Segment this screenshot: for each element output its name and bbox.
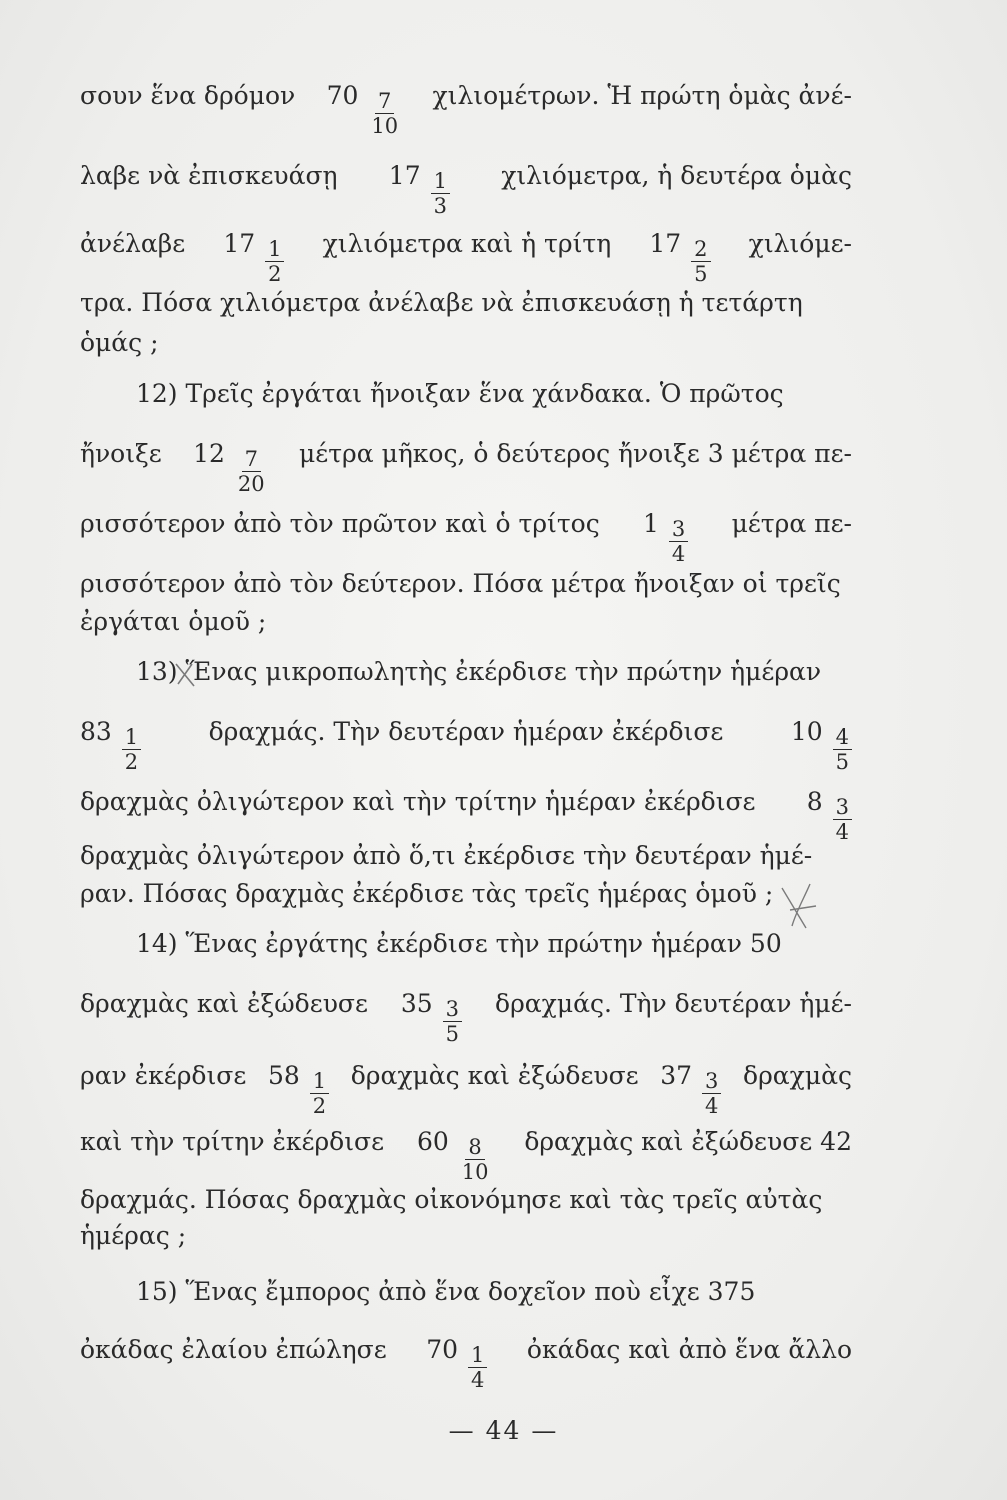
- whole-part: 10: [790, 717, 823, 746]
- mixed-number: [193, 438, 268, 496]
- text-segment: τρα. Πόσα χιλιόμετρα ἀνέλαβε νὰ ἐπισκευάσῃ ἡ τετάρτη: [80, 288, 803, 317]
- text-line-19: [80, 1126, 852, 1184]
- problem-14-start: [80, 928, 852, 960]
- text-line-20: [80, 1184, 852, 1216]
- mixed-number: [416, 1126, 492, 1184]
- text-line-7: [80, 438, 852, 496]
- text-line-17: [80, 988, 852, 1046]
- denominator: 10: [461, 1160, 489, 1184]
- problem-12-start: [80, 378, 852, 410]
- mixed-number: [426, 1334, 487, 1392]
- denominator: 4: [470, 1368, 485, 1392]
- text-segment: 14) Ἕνας ἐργάτης ἐκέρδισε τὴν πρώτην ἡμέραν 50: [136, 929, 782, 958]
- text-segment: 12) Τρεῖς ἐργάται ἤνοιξαν ἕνα χάνδακα. Ὁ πρῶτος: [136, 379, 784, 408]
- fraction: [833, 795, 852, 844]
- text-segment: ρισσότερον ἀπὸ τὸν πρῶτον καὶ ὁ τρίτος: [80, 509, 600, 538]
- fraction: [669, 517, 688, 566]
- text-segment: μέτρα πε-: [731, 509, 852, 538]
- text-segment: χιλιόμετρα, ἡ δευτέρα ὁμὰς: [501, 161, 852, 190]
- mixed-number: [660, 1060, 721, 1118]
- mixed-number: [643, 508, 688, 566]
- numerator: 3: [443, 997, 462, 1022]
- numerator: 1: [468, 1343, 487, 1368]
- denominator: 5: [694, 262, 708, 286]
- denominator: 4: [705, 1094, 719, 1118]
- text-segment: σουν ἕνα δρόμον: [80, 81, 296, 110]
- text-segment: μέτρα μῆκος, ὁ δεύτερος ἤνοιξε 3 μέτρα πε-: [299, 439, 852, 468]
- fraction: [691, 237, 710, 286]
- whole-part: 12: [193, 439, 225, 468]
- whole-part: 37: [660, 1061, 693, 1090]
- text-line-14: [80, 840, 852, 872]
- text-segment: δραχμὰς: [743, 1061, 852, 1090]
- pencil-x-mark-icon: [776, 880, 822, 932]
- text-segment: δραχμὰς καὶ ἐξώδευσε: [80, 989, 368, 1018]
- text-line-9: [80, 568, 852, 600]
- fraction: [265, 237, 284, 286]
- numerator: 1: [310, 1069, 329, 1094]
- mixed-number: [400, 988, 462, 1046]
- denominator: 10: [371, 114, 399, 138]
- text-line-13: [80, 786, 852, 844]
- whole-part: 60: [416, 1127, 449, 1156]
- numerator: 4: [833, 725, 852, 750]
- text-segment: δραχμάς. Πόσας δραχμὰς οἰκονόμησε καὶ τὰς τρεῖς αὐτὰς: [80, 1185, 823, 1214]
- text-segment: ραν ἐκέρδισε: [80, 1061, 247, 1090]
- whole-part: 58: [267, 1061, 300, 1090]
- mixed-number: [80, 716, 141, 774]
- fraction: [368, 89, 401, 138]
- numerator: 1: [122, 725, 141, 750]
- text-segment: καὶ τὴν τρίτην ἐκέρδισε: [80, 1127, 385, 1156]
- denominator: 5: [835, 750, 849, 774]
- whole-part: 70: [426, 1335, 459, 1364]
- denominator: 2: [268, 262, 282, 286]
- denominator: 2: [124, 750, 139, 774]
- text-segment: ἤνοιξε: [80, 439, 162, 468]
- denominator: 4: [835, 820, 849, 844]
- denominator: 20: [237, 472, 265, 496]
- fraction: [431, 169, 450, 218]
- text-line-18: [80, 1060, 852, 1118]
- numerator: 3: [702, 1069, 721, 1094]
- text-line-23: [80, 1334, 852, 1392]
- numerator: 3: [833, 795, 852, 820]
- numerator: 7: [375, 89, 394, 114]
- whole-part: 83: [80, 717, 112, 746]
- text-segment: ρισσότερον ἀπὸ τὸν δεύτερον. Πόσα μέτρα ἤνοιξαν οἱ τρεῖς: [80, 569, 841, 598]
- text-segment: ὀκάδας καὶ ἀπὸ ἕνα ἄλλο: [526, 1335, 852, 1364]
- whole-part: 70: [326, 81, 359, 110]
- text-segment: δραχμάς. Τὴν δευτέραν ἡμέραν ἐκέρδισε: [208, 717, 724, 746]
- whole-part: 1: [643, 509, 659, 538]
- text-segment: δραχμὰς καὶ ἐξώδευσε: [350, 1061, 639, 1090]
- numerator: 1: [265, 237, 284, 262]
- text-segment: 13) Ἕνας μικροπωλητὴς ἐκέρδισε τὴν πρώτην ἡμέραν: [136, 657, 822, 686]
- whole-part: 8: [806, 787, 823, 816]
- fraction: [833, 725, 852, 774]
- page-number: — 44 —: [448, 1416, 559, 1445]
- numerator: 1: [431, 169, 450, 194]
- fraction: [310, 1069, 329, 1118]
- text-segment: χιλιόμε-: [748, 229, 852, 258]
- denominator: 4: [671, 542, 686, 566]
- text-segment: δραχμάς. Τὴν δευτέραν ἡμέ-: [495, 989, 852, 1018]
- text-line-21: [80, 1220, 852, 1252]
- text-segment: λαβε νὰ ἐπισκευάσῃ: [80, 161, 338, 190]
- pencil-x-mark-icon: [172, 660, 198, 690]
- text-segment: χιλιομέτρων. Ἡ πρώτη ὁμὰς ἀνέ-: [432, 81, 852, 110]
- fraction: [235, 447, 268, 496]
- text-segment: ραν. Πόσας δραχμὰς ἐκέρδισε τὰς τρεῖς ἡμέρας ὁμοῦ ;: [80, 879, 774, 908]
- text-segment: δραχμὰς καὶ ἐξώδευσε 42: [524, 1127, 852, 1156]
- fraction: [702, 1069, 721, 1118]
- whole-part: 35: [400, 989, 433, 1018]
- text-line-4: [80, 287, 852, 319]
- text-segment: ὀκάδας ἐλαίου ἐπώλησε: [80, 1335, 387, 1364]
- text-segment: ἀνέλαβε: [80, 229, 186, 258]
- text-segment: ἡμέρας ;: [80, 1221, 187, 1250]
- problem-15-start: [80, 1276, 852, 1308]
- text-segment: χιλιόμετρα καὶ ἡ τρίτη: [322, 229, 612, 258]
- denominator: 2: [312, 1094, 327, 1118]
- text-line-10: [80, 606, 852, 638]
- whole-part: 17: [649, 229, 682, 258]
- numerator: 8: [465, 1135, 484, 1160]
- mixed-number: [267, 1060, 329, 1118]
- mixed-number: [790, 716, 852, 774]
- mixed-number: [649, 228, 710, 286]
- numerator: 2: [691, 237, 710, 262]
- text-segment: 15) Ἕνας ἔμπορος ἀπὸ ἕνα δοχεῖον ποὺ εἶχε 375: [136, 1277, 756, 1306]
- numerator: 7: [242, 447, 261, 472]
- whole-part: 17: [223, 229, 256, 258]
- mixed-number: [223, 228, 284, 286]
- text-segment: δραχμὰς ὀλιγώτερον καὶ τὴν τρίτην ἡμέραν ἐκέρδισε: [80, 787, 756, 816]
- text-segment: ἐργάται ὁμοῦ ;: [80, 607, 267, 636]
- denominator: 5: [445, 1022, 460, 1046]
- fraction: [468, 1343, 487, 1392]
- text-line-8: [80, 508, 852, 566]
- mixed-number: [806, 786, 852, 844]
- whole-part: 17: [388, 161, 421, 190]
- text-line-3: [80, 228, 852, 286]
- text-line-1: [80, 80, 852, 138]
- text-segment: ὁμάς ;: [80, 328, 159, 357]
- text-line-5: [80, 327, 852, 359]
- numerator: 3: [669, 517, 688, 542]
- denominator: 3: [433, 194, 447, 218]
- text-line-2: [80, 160, 852, 218]
- fraction: [122, 725, 141, 774]
- mixed-number: [388, 160, 450, 218]
- text-segment: δραχμὰς ὀλιγώτερον ἀπὸ ὅ,τι ἐκέρδισε τὴν δευτέραν ἡμέ-: [80, 841, 813, 870]
- text-line-15: [80, 878, 852, 910]
- fraction: [459, 1135, 492, 1184]
- fraction: [443, 997, 462, 1046]
- text-line-12: [80, 716, 852, 774]
- mixed-number: [326, 80, 402, 138]
